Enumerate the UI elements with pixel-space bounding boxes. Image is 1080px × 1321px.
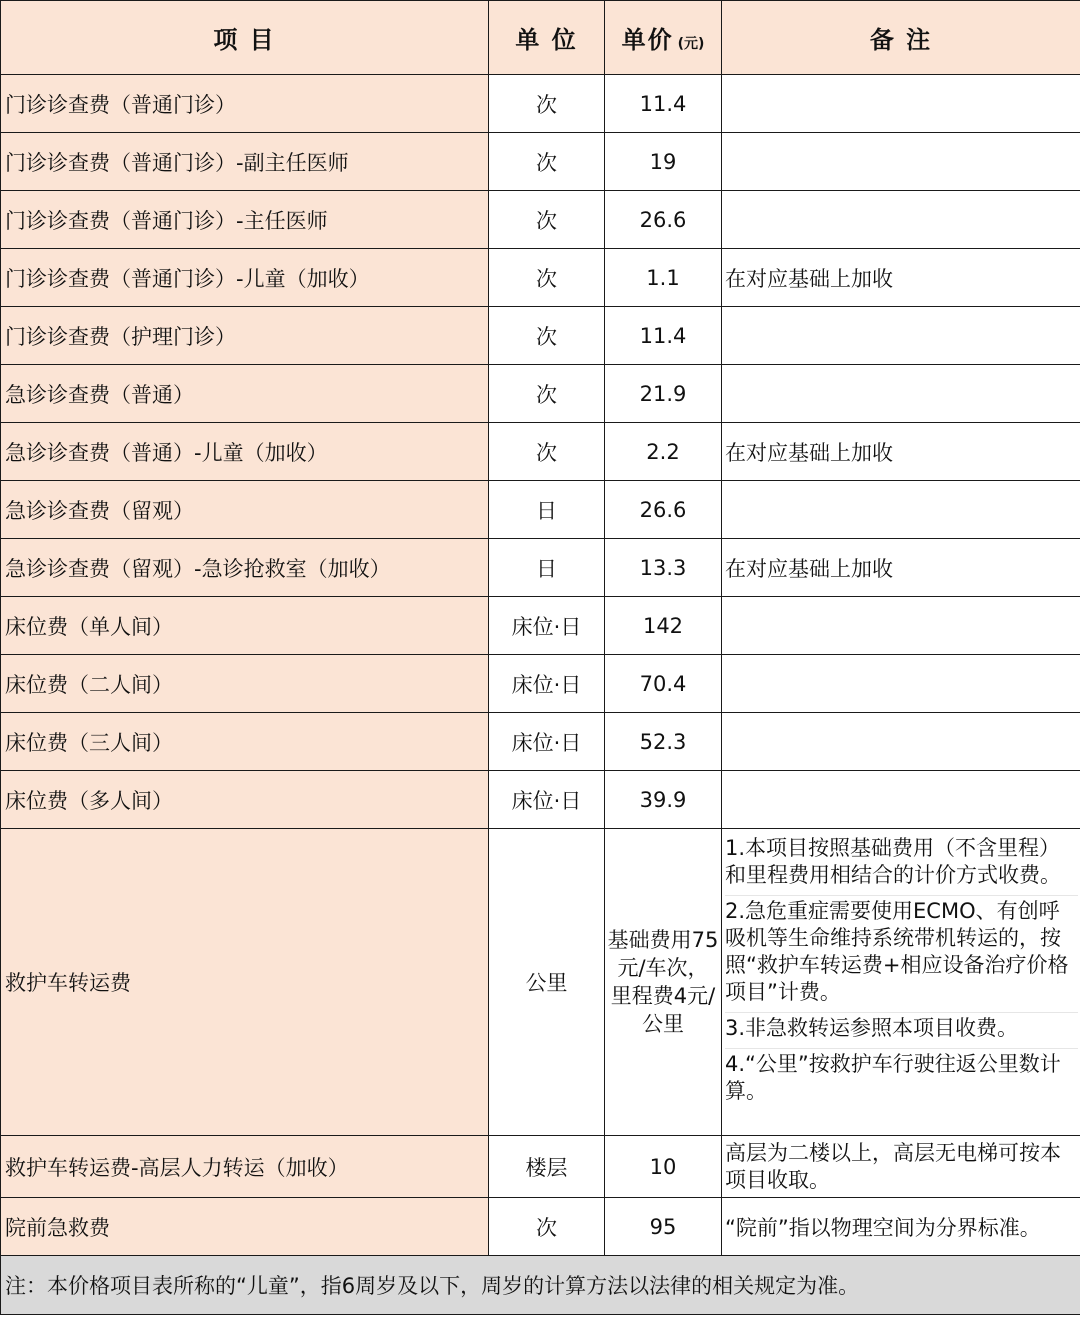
- item-cell: 急诊诊查费（普通）-儿童（加收）: [1, 423, 489, 481]
- price-cell: 11.4: [605, 75, 722, 133]
- unit-cell: 床位·日: [489, 713, 605, 771]
- remark-cell: 高层为二楼以上，高层无电梯可按本项目收取。: [722, 1136, 1080, 1198]
- price-cell: 19: [605, 133, 722, 191]
- table-row-high-floor: [1, 1136, 1080, 1198]
- unit-cell: 次: [489, 191, 605, 249]
- table-row: [1, 307, 1080, 365]
- price-cell: 95: [605, 1198, 722, 1256]
- table-row: [1, 771, 1080, 829]
- price-cell: 1.1: [605, 249, 722, 307]
- item-cell: 门诊诊查费（护理门诊）: [1, 307, 489, 365]
- unit-cell: 次: [489, 75, 605, 133]
- remark-cell: [722, 597, 1080, 655]
- price-cell: 11.4: [605, 307, 722, 365]
- remark-cell: [722, 771, 1080, 829]
- unit-cell: 次: [489, 133, 605, 191]
- remark-cell: 在对应基础上加收: [722, 249, 1080, 307]
- price-cell: 52.3: [605, 713, 722, 771]
- remark-cell: [722, 655, 1080, 713]
- header-price-label: 单价: [621, 26, 674, 54]
- header-item: 项 目: [1, 1, 489, 75]
- table-row: [1, 191, 1080, 249]
- note-row: [1, 1256, 1080, 1315]
- price-cell: 21.9: [605, 365, 722, 423]
- item-cell: 床位费（三人间）: [1, 713, 489, 771]
- price-cell: 13.3: [605, 539, 722, 597]
- remark-cell: 在对应基础上加收: [722, 423, 1080, 481]
- table-row: [1, 133, 1080, 191]
- unit-cell: 次: [489, 249, 605, 307]
- price-cell: 基础费用75元/车次，里程费4元/公里: [605, 829, 722, 1136]
- table-row-ambulance: [1, 829, 1080, 1136]
- item-cell: 床位费（多人间）: [1, 771, 489, 829]
- unit-cell: 床位·日: [489, 655, 605, 713]
- remark-paragraph: 1.本项目按照基础费用（不含里程）和里程费用相结合的计价方式收费。: [725, 833, 1078, 896]
- price-cell: 26.6: [605, 481, 722, 539]
- item-cell: 急诊诊查费（留观）-急诊抢救室（加收）: [1, 539, 489, 597]
- note-text: 注：本价格项目表所称的“儿童”，指6周岁及以下，周岁的计算方法以法律的相关规定为准。: [1, 1256, 1080, 1315]
- remark-cell: 在对应基础上加收: [722, 539, 1080, 597]
- price-cell: 70.4: [605, 655, 722, 713]
- table-row: [1, 655, 1080, 713]
- item-cell: 床位费（单人间）: [1, 597, 489, 655]
- item-cell: 院前急救费: [1, 1198, 489, 1256]
- item-cell: 急诊诊查费（普通）: [1, 365, 489, 423]
- price-cell: 142: [605, 597, 722, 655]
- remark-paragraph: 2.急危重症需要使用ECMO、有创呼吸机等生命维持系统带机转运的，按照“救护车转运费+相应设备治疗价格项目”计费。: [725, 896, 1078, 1013]
- item-cell: 门诊诊查费（普通门诊）-儿童（加收）: [1, 249, 489, 307]
- table-row: [1, 597, 1080, 655]
- table-row: [1, 75, 1080, 133]
- remark-cell: [722, 307, 1080, 365]
- item-cell: 床位费（二人间）: [1, 655, 489, 713]
- header-row: [1, 1, 1080, 75]
- header-remark: 备 注: [722, 1, 1080, 75]
- table-row: [1, 481, 1080, 539]
- table-row-prehospital: [1, 1198, 1080, 1256]
- item-cell: 门诊诊查费（普通门诊）-副主任医师: [1, 133, 489, 191]
- unit-cell: 床位·日: [489, 597, 605, 655]
- unit-cell: 楼层: [489, 1136, 605, 1198]
- unit-cell: 日: [489, 539, 605, 597]
- item-cell: 门诊诊查费（普通门诊）: [1, 75, 489, 133]
- remark-paragraph: 4.“公里”按救护车行驶往返公里数计算。: [725, 1052, 1061, 1103]
- unit-cell: 次: [489, 1198, 605, 1256]
- item-cell: 救护车转运费-高层人力转运（加收）: [1, 1136, 489, 1198]
- unit-cell: 次: [489, 365, 605, 423]
- table-row: [1, 249, 1080, 307]
- remark-cell: [722, 133, 1080, 191]
- remark-cell: [722, 191, 1080, 249]
- item-cell: 急诊诊查费（留观）: [1, 481, 489, 539]
- remark-cell: [722, 713, 1080, 771]
- unit-cell: 次: [489, 307, 605, 365]
- remark-cell: [722, 75, 1080, 133]
- item-cell: 救护车转运费: [1, 829, 489, 1136]
- unit-cell: 次: [489, 423, 605, 481]
- table-row: [1, 539, 1080, 597]
- item-cell: 门诊诊查费（普通门诊）-主任医师: [1, 191, 489, 249]
- header-price: [605, 1, 722, 75]
- unit-cell: 公里: [489, 829, 605, 1136]
- price-cell: 26.6: [605, 191, 722, 249]
- table-row: [1, 713, 1080, 771]
- table-row: [1, 365, 1080, 423]
- price-cell: 10: [605, 1136, 722, 1198]
- header-price-unit: (元): [677, 36, 705, 52]
- table-row: [1, 423, 1080, 481]
- remark-cell: [722, 829, 1080, 1136]
- unit-cell: 床位·日: [489, 771, 605, 829]
- remark-cell: [722, 481, 1080, 539]
- remark-paragraph: 3.非急救转运参照本项目收费。: [725, 1013, 1078, 1049]
- remark-cell: [722, 365, 1080, 423]
- unit-cell: 日: [489, 481, 605, 539]
- remark-cell: “院前”指以物理空间为分界标准。: [722, 1198, 1080, 1256]
- header-unit: 单 位: [489, 1, 605, 75]
- price-cell: 2.2: [605, 423, 722, 481]
- price-cell: 39.9: [605, 771, 722, 829]
